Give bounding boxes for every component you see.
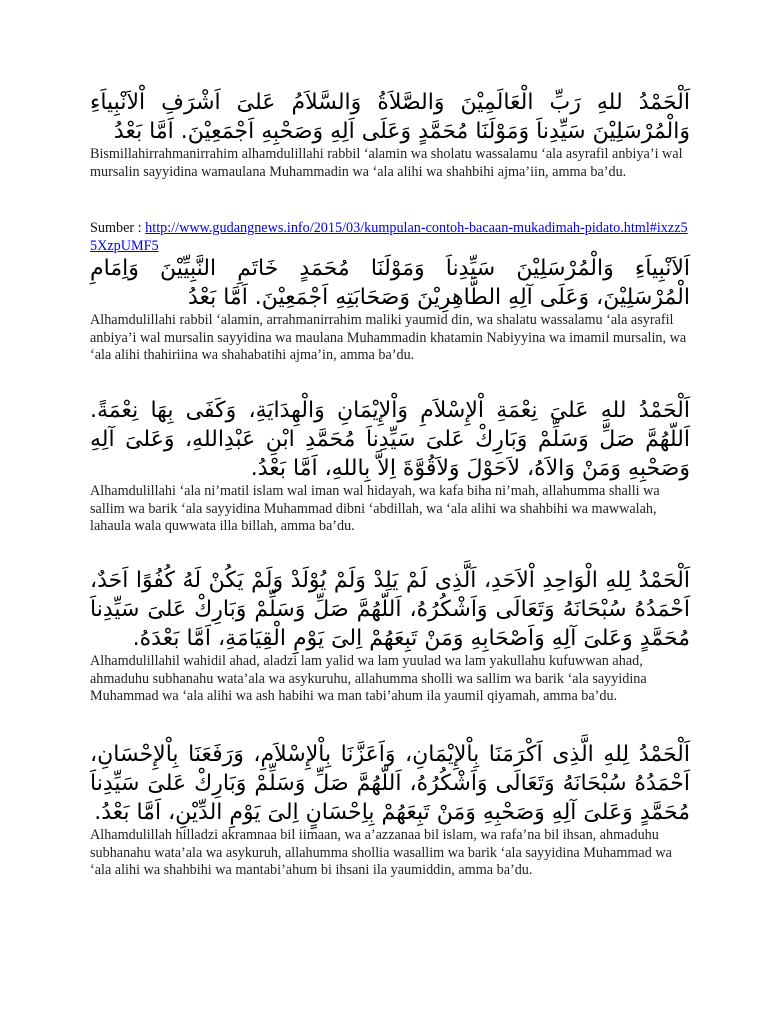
source-link[interactable]: http://www.gudangnews.info/2015/03/kumpulan-contoh-bacaan-mukadimah-pidato.html#ixzz55XzpUMF5 — [90, 220, 688, 254]
source-line — [90, 220, 690, 255]
section-5 — [90, 740, 690, 880]
source-label: Sumber : — [90, 220, 146, 236]
latin-transliteration: Bismillahirrahmanirrahim alhamdulillahi rabbil ‘alamin wa sholatu wassalamu ‘ala asyrafil anbiya’i wal mursalin sayyidina wamaulana Muhammadin wa ‘ala alihi wa shahbihi ajma’iin, amma ba’du. — [90, 146, 683, 180]
section-2 — [90, 254, 690, 365]
arabic-text: اَلاَنْبِياَءِ وَالْمُرْسَلِيْنَ سَيِّدِناَ وَمَوْلَنَا مُحَمَدٍ خَاتَمِ النَّبِيِّيْنَ وَاِمَامِ الْمُرْسَلِيْنَ، وَعَلَى آلِهِ الطَّاهِرِيْنَ وَصَحَابَتِهِ اَجْمَعِيْنَ. اَمَّا بَعْدُ — [90, 256, 690, 310]
section-4 — [90, 566, 690, 706]
latin-transliteration: Alhamdulillahi rabbil ‘alamin, arrahmanirrahim maliki yaumid din, wa shalatu wassalamu ‘ala asyrafil anbiya’i wal mursalin sayyidina wa maulana Muhammadin khatamin Nabiyyina wa imamil mursalin, wa ‘ala alihi thahiriina wa shahabatihi ajma’in, amma ba’du. — [90, 312, 687, 363]
latin-transliteration: Alhamdulillahi ‘ala ni’matil islam wal iman wal hidayah, wa kafa biha ni’mah, allahumma shalli wa sallim wa barik ‘ala sayyidina Muhammad dibni ‘abdillah, wa ‘ala alihi wa shahbihi wa mawwalah, lahaula wala quwwata illa billah, amma ba’du. — [90, 483, 660, 534]
arabic-text: اَلْحَمْدُ لِلهِ الَّذِى اَكْرَمَنَا بِاْلإِيْمَانِ، وَاَعَزَّنَا بِاْلإِسْلاَمِ، وَرَفَعَنَا بِاْلإِحْسَانِ، اَحْمَدُهُ سُبْحَانَهُ وَتَعَالَى وَاَشْكُرُهُ، اَللّهُمَّ صَلِّ وَسَلِّمْ وَبَارِكْ عَلىَ سَيِّدِناَ مُحَمَّدٍ وَعَلىَ آلِهِ وَصَحْبِهِ وَمَنْ تَبِعَهُمْ بِاِحْسَانٍ اِلىَ يَوْمِ الدِّيْنِ، اَمَّا بَعْدُ. — [90, 742, 690, 825]
arabic-text: اَلْحَمْدُ للهِ رَبِّ الْعَالَمِيْنَ وَالصَّلاَةُ وَالسَّلاَمُ عَلىَ اَشْرَفِ اْلاَنْبِياَءِ وَالْمُرْسَلِيْنَ سَيِّدِناَ وَمَوْلَنَا مُحَمَّدٍ وَعَلَى اَلِهِ وَصَحْبِهِ اَجْمَعِيْنَ. اَمَّا بَعْدُ — [90, 90, 690, 144]
section-1 — [90, 88, 690, 181]
arabic-text: اَلْحَمْدُ لِلهِ الْوَاحِدِ اْلاَحَدِ، اَلَّذِى لَمْ يَلِدْ وَلَمْ يُوْلَدْ وَلَمْ يَكُنْ لَهُ كُفُوًا اَحَدٌ، اَحْمَدُهُ سُبْحَانَهُ وَتَعَالَى وَاَشْكُرُهُ، اَللّهُمَّ صَلِّ وَسَلِّمْ وَبَارِكْ عَلىَ سَيِّدِناَ مُحَمَّدٍ وَعَلىَ آلِهِ وَاَصْحَابِهِ وَمَنْ تَبِعَهُمْ اِلىَ يَوْمِ الْقِيَامَةِ، اَمَّا بَعْدَهُ. — [90, 568, 690, 651]
section-3 — [90, 396, 690, 536]
latin-transliteration: Alhamdulillahil wahidil ahad, aladzi lam yalid wa lam yuulad wa lam yakullahu kufuwwan ahad, ahmaduhu subhanahu wata’ala wa asykuruhu, allahumma sholli wa sallim wa barik ‘ala sayyidina Muhammad wa ‘ala alihi wa ash habihi wa man tabi’ahum ila yaumil qiyamah, amma ba’du. — [90, 653, 647, 704]
arabic-text: اَلْحَمْدُ للهِ عَلىَ نِعْمَةِ اْلإِسْلاَمِ وَاْلإِيْمَانِ وَالْهِدَايَةِ، وَكَفَى بِهَا نِعْمَةً. اَللّهُمَّ صَلِّ وَسَلِّمْ وَبَارِكْ عَلىَ سَيِّدِناَ مُحَمَّدِ ابْنِ عَبْدِاللهِ، وَعَلىَ آلِهِ وَصَحْبِهِ وَمَنْ وَالاَهُ، لاَحَوْلَ وَلاَقُوَّةَ اِلاَّ بِاللهِ، اَمَّا بَعْدُ. — [90, 398, 690, 481]
latin-transliteration: Alhamdulillah hilladzi akramnaa bil iimaan, wa a’azzanaa bil islam, wa rafa’na bil ihsan, ahmaduhu subhanahu wata’ala wa asykuruh, allahumma shollia wasallim wa barik ‘ala sayyidina Muhammad wa ‘ala alihi wa shahbihi wa mantabi’ahum bi ihsani ila yaumiddin, amma ba’du. — [90, 827, 672, 878]
